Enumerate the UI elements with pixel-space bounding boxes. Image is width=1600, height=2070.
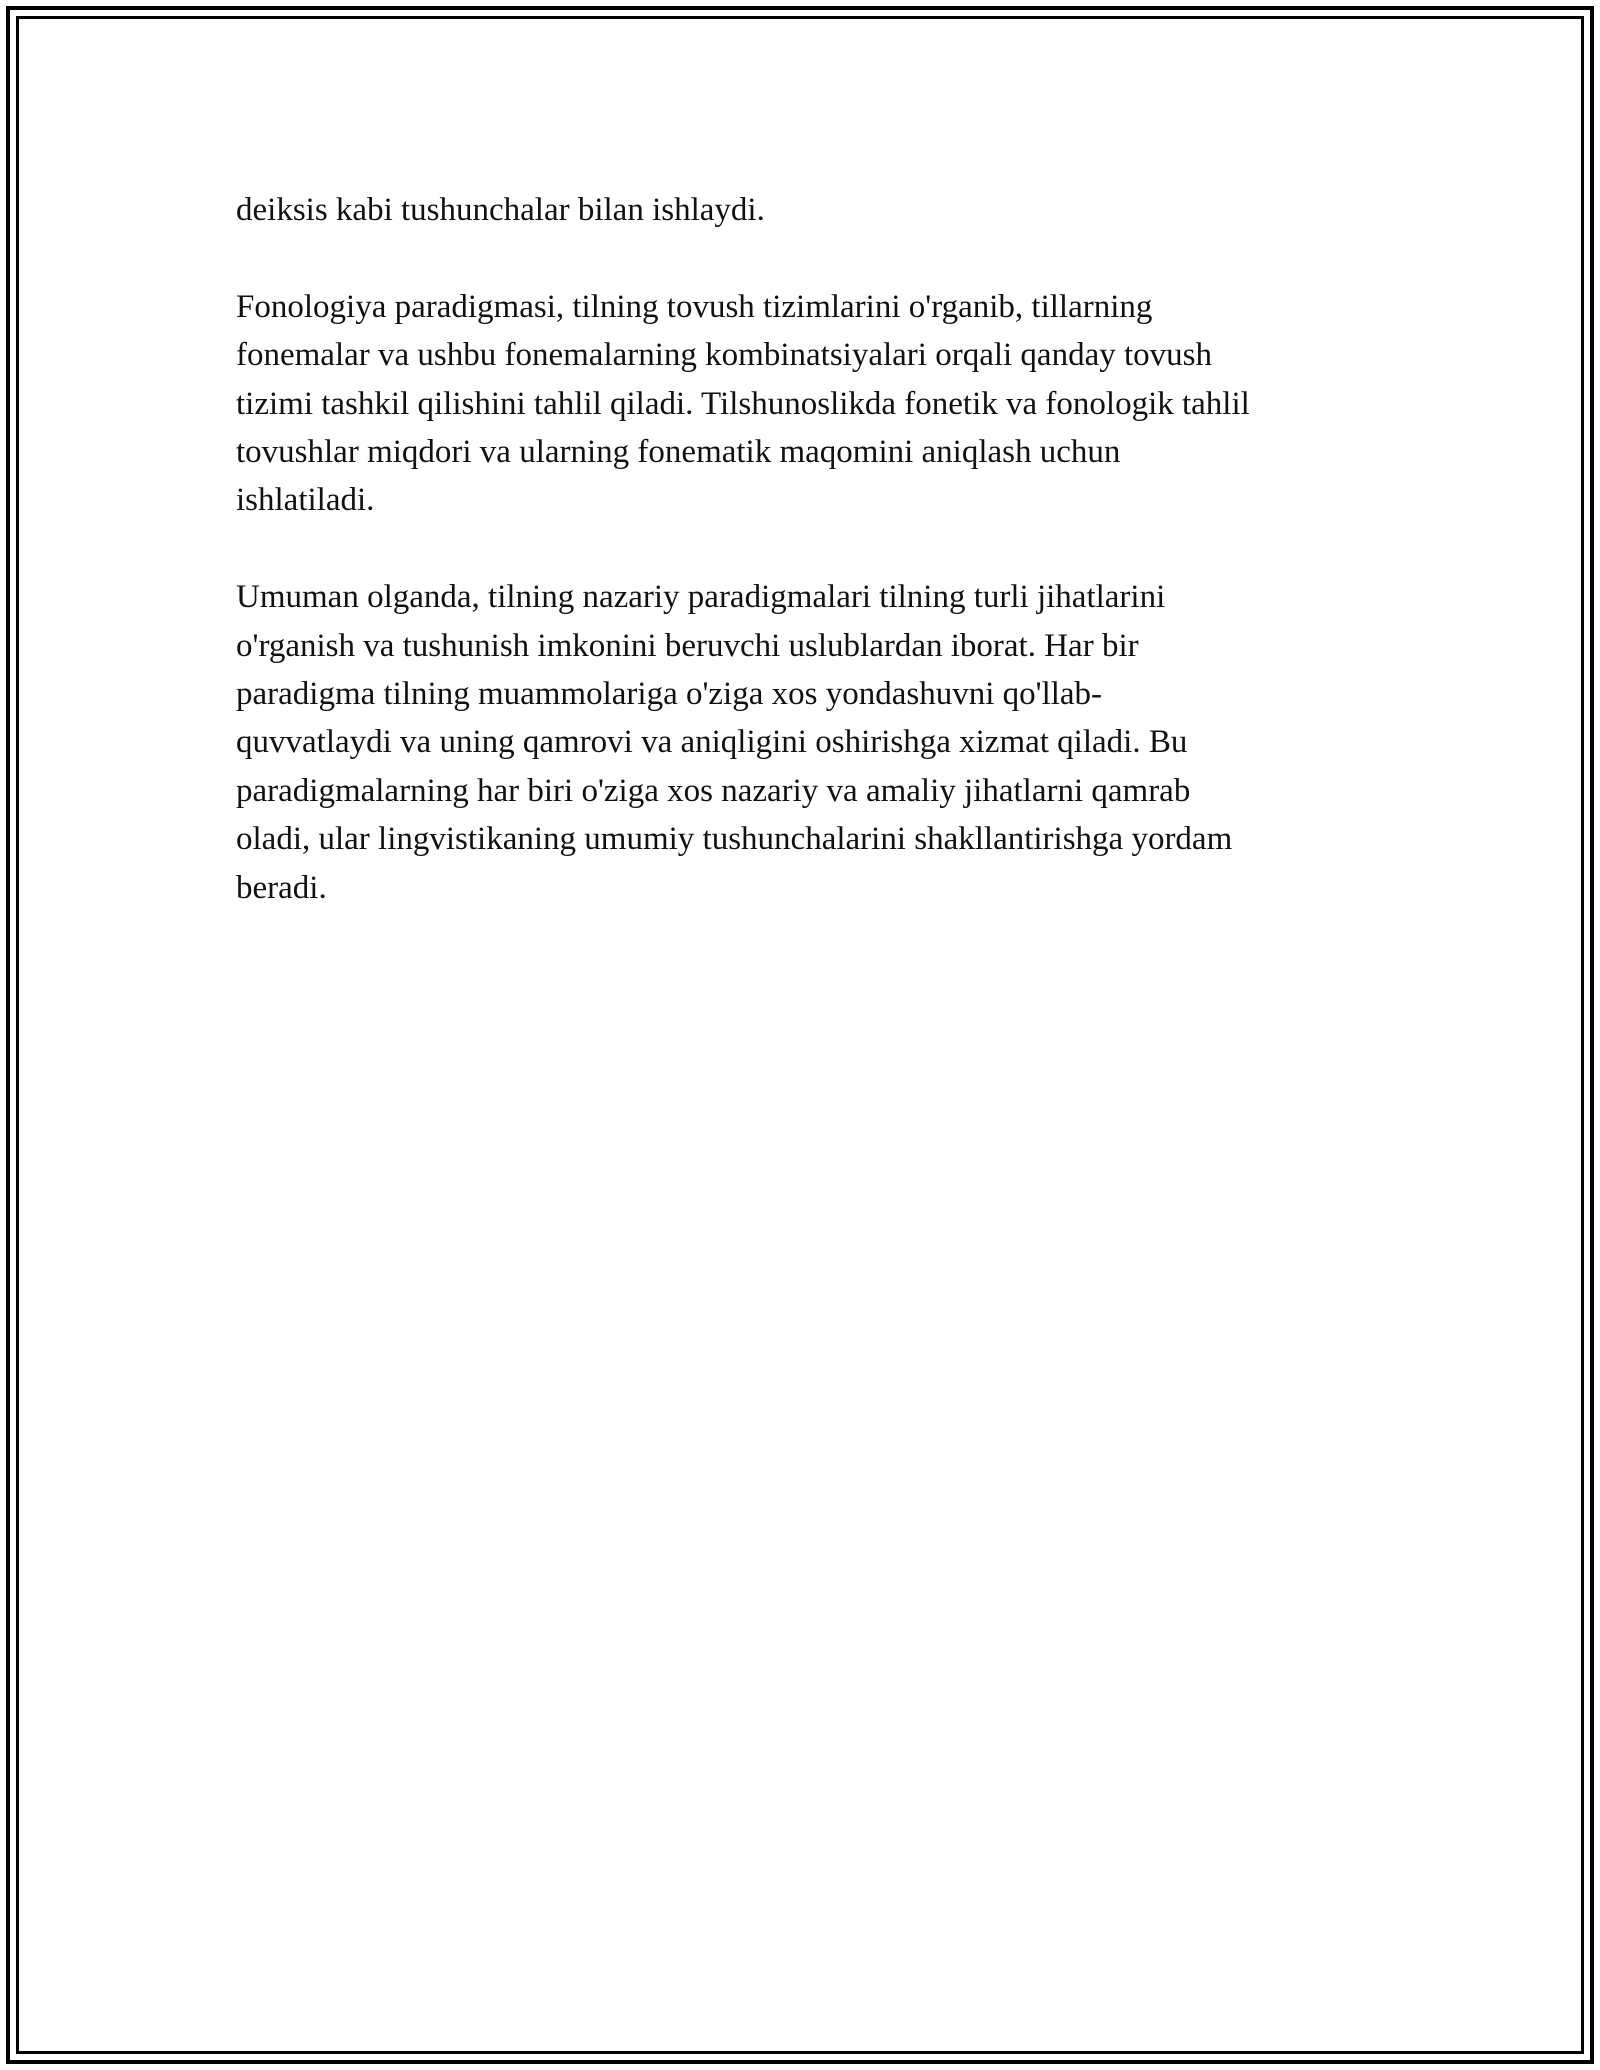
document-body: [236, 186, 1386, 960]
paragraph-2: Fonologiya paradigmasi, tilning tovush tizimlarini o'rganib, tillarning fonemalar va ushbu fonemalarning kombinatsiyalari orqali qanday tovush tizimi tashkil qilishini tahlil qiladi. Tilshunoslikda fonetik va fonologik tahlil tovushlar miqdori va ularning fonematik maqomini aniqlash uchun ishlatiladi.: [236, 288, 1250, 519]
paragraph-3: Umuman olganda, tilning nazariy paradigmalari tilning turli jihatlarini o'rganish va tushunish imkonini beruvchi uslublardan iborat. Har bir paradigma tilning muammolariga o'ziga xos yondashuvni qo'llab- quvvatlaydi va uning qamrovi va aniqligini oshirishga xizmat qiladi. Bu paradigmalarning har biri o'ziga xos nazariy va amaliy jihatlarni qamrab oladi, ular lingvistikaning umumiy tushunchalarini shakllantirishga yordam beradi.: [236, 579, 1233, 906]
paragraph-1: deiksis kabi tushunchalar bilan ishlaydi.: [236, 192, 765, 228]
